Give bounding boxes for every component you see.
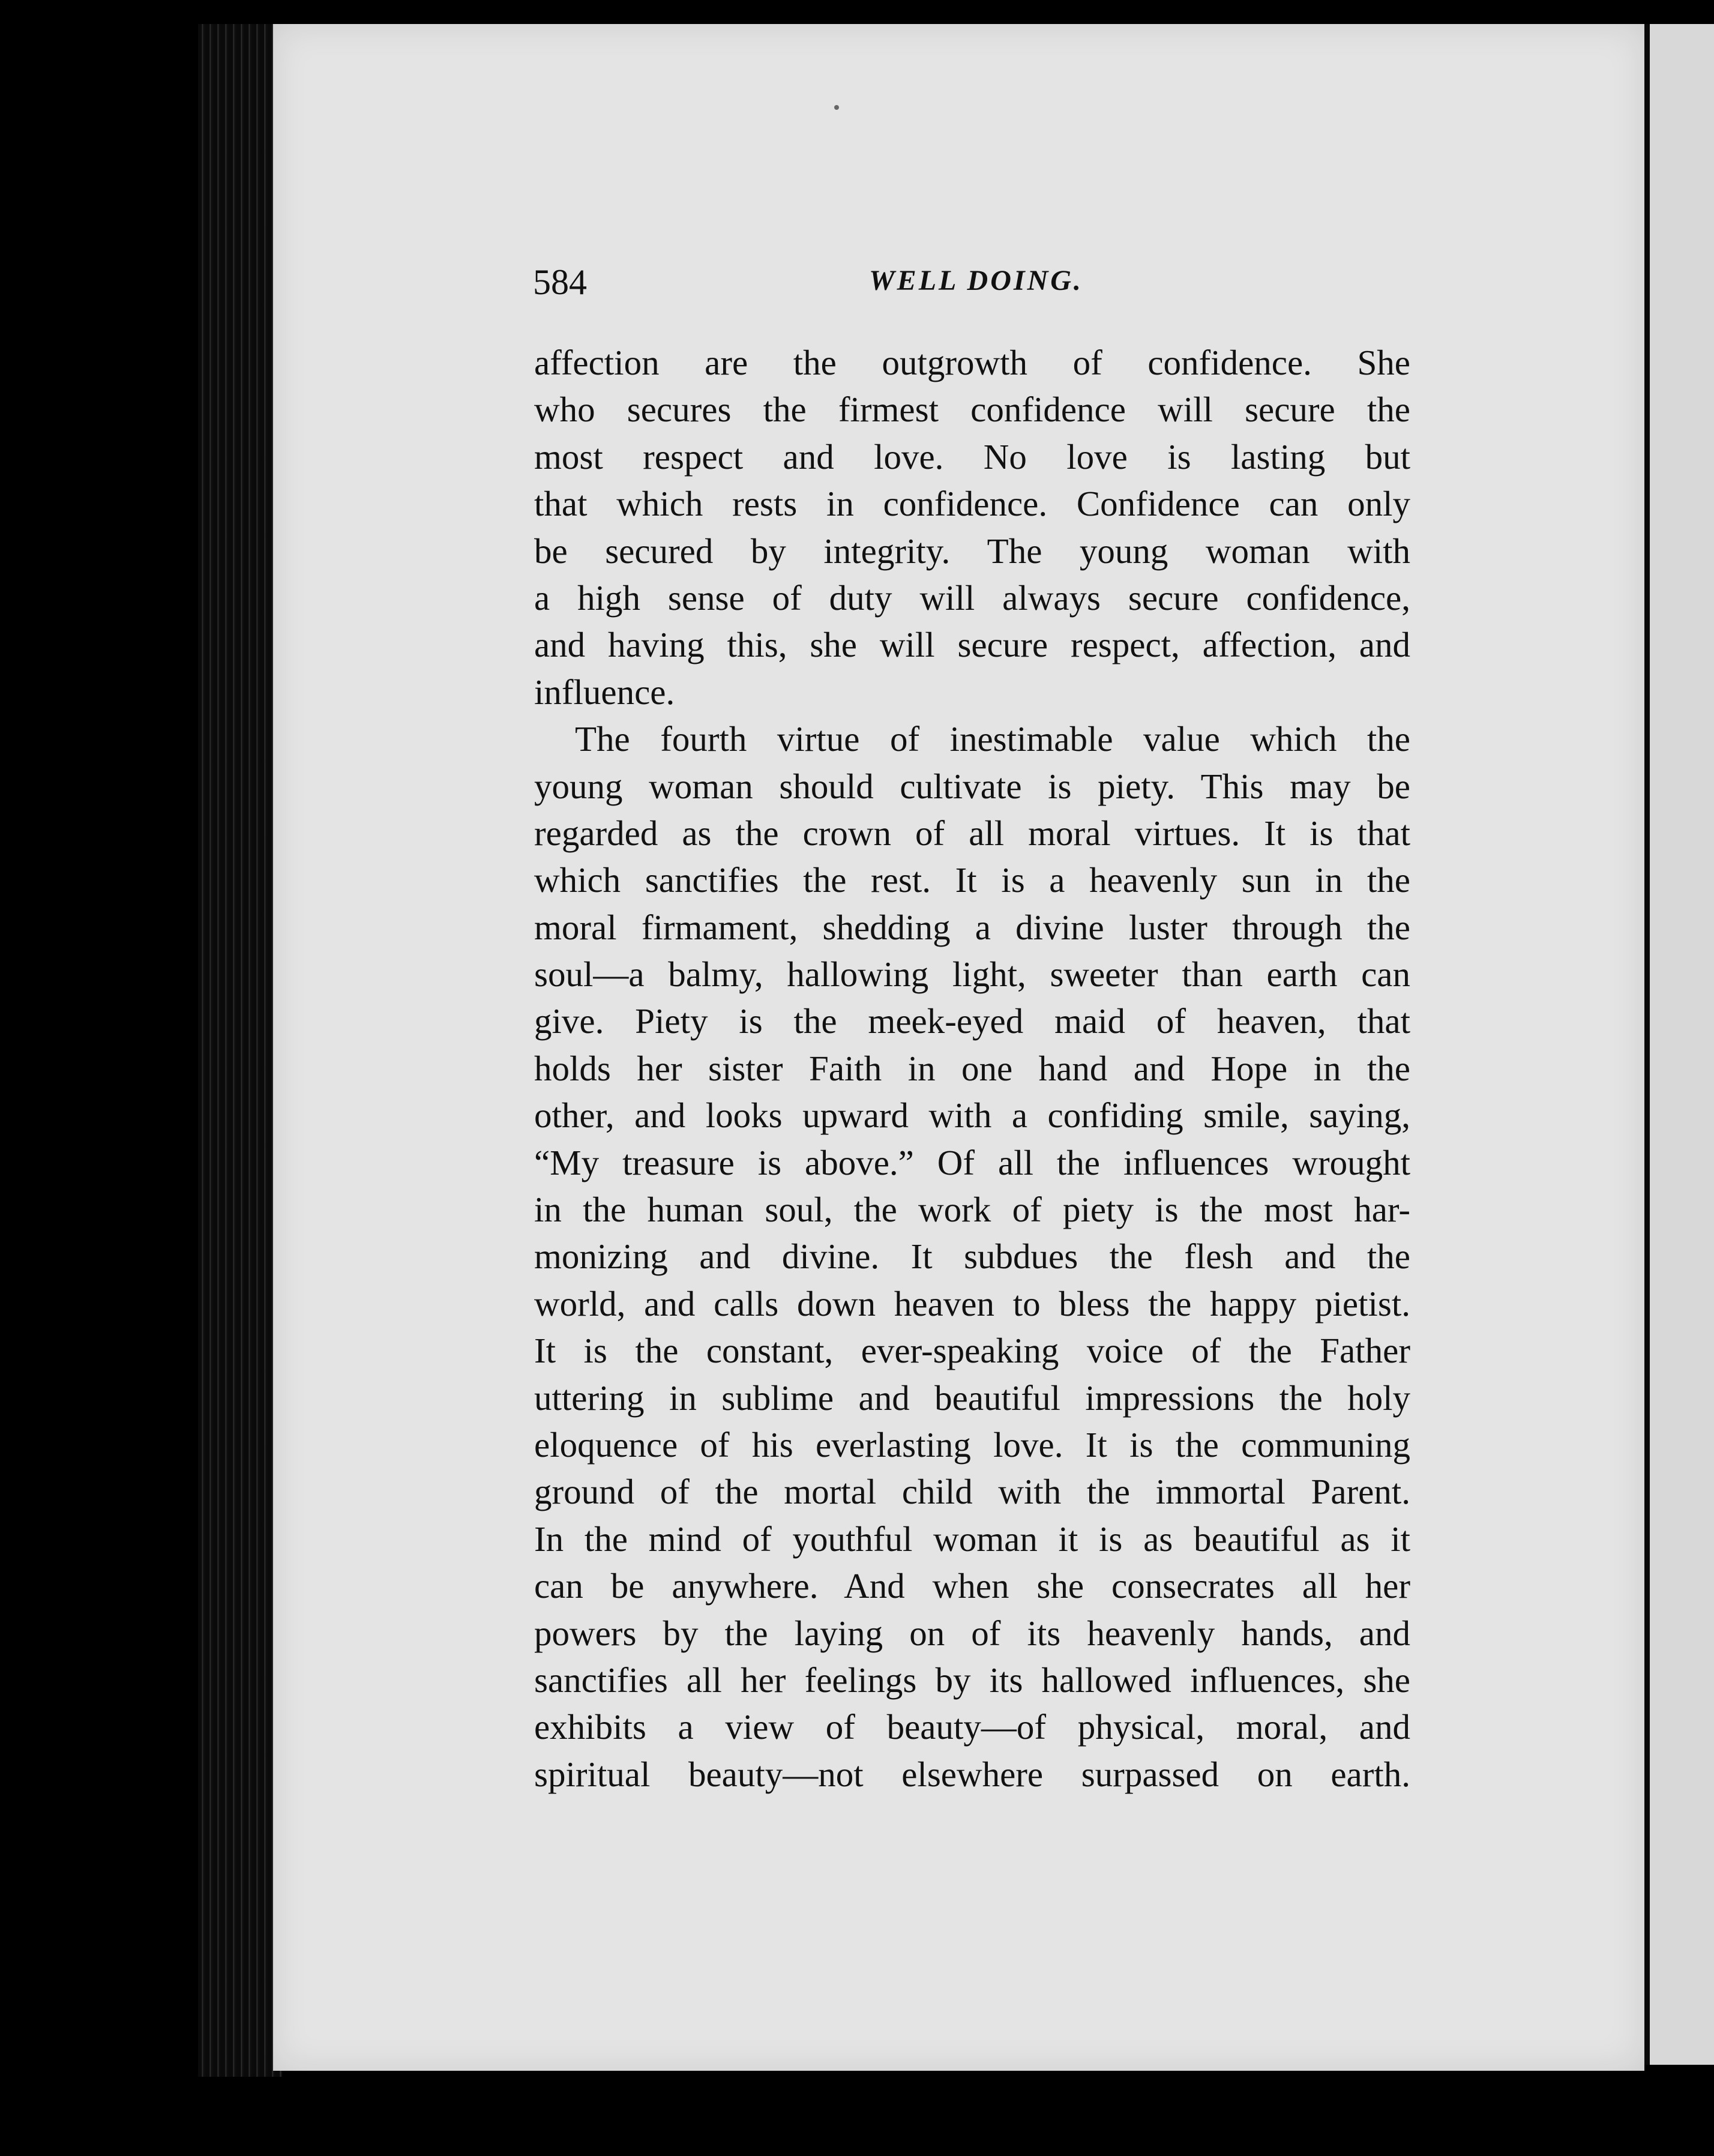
text-line: holds her sister Faith in one hand and Hope in the <box>534 1048 1410 1088</box>
text-line: world, and calls down heaven to bless the happy pietist. <box>534 1283 1410 1323</box>
running-head <box>533 262 1409 304</box>
text-line: ground of the mortal child with the immortal Parent. <box>534 1472 1410 1512</box>
text-line: other, and looks upward with a confiding smile, saying, <box>534 1095 1410 1136</box>
book-spine-edge <box>198 24 282 2077</box>
text-line: most respect and love. No love is lasting but <box>534 436 1410 477</box>
text-line: can be anywhere. And when she consecrates all her <box>534 1566 1410 1606</box>
text-line: sanctifies all her feelings by its hallowed influences, she <box>534 1660 1410 1700</box>
speck <box>834 105 839 110</box>
text-line: “My treasure is above.” Of all the influences wrought <box>534 1142 1410 1182</box>
text-line: and having this, she will secure respect, affection, and <box>534 625 1410 665</box>
text-line: monizing and divine. It subdues the flesh and the <box>534 1236 1410 1277</box>
text-line: uttering in sublime and beautiful impressions the holy <box>534 1378 1410 1418</box>
text-line: who secures the firmest confidence will secure the <box>534 390 1410 430</box>
text-line: young woman should cultivate is piety. This may be <box>534 766 1410 806</box>
text-line: give. Piety is the meek-eyed maid of heaven, that <box>534 1001 1410 1041</box>
page-number: 584 <box>533 262 587 302</box>
text-line: eloquence of his everlasting love. It is the communing <box>534 1424 1410 1465</box>
text-line: affection are the outgrowth of confidence. She <box>534 343 1410 382</box>
text-line: that which rests in confidence. Confidence can only <box>534 484 1410 524</box>
text-line: in the human soul, the work of piety is the most har- <box>534 1190 1410 1230</box>
text-line: In the mind of youthful woman it is as beautiful as it <box>534 1519 1410 1559</box>
text-line: The fourth virtue of inestimable value which the <box>575 719 1410 759</box>
body-text <box>534 339 1410 1798</box>
text-line: regarded as the crown of all moral virtues. It is that <box>534 813 1410 853</box>
text-line: a high sense of duty will always secure confidence, <box>534 577 1410 618</box>
facing-page-edge <box>1641 24 1714 2065</box>
text-line: which sanctifies the rest. It is a heavenly sun in the <box>534 860 1410 900</box>
text-line: exhibits a view of beauty—of physical, moral, and <box>534 1707 1410 1747</box>
text-line: moral firmament, shedding a divine luster through the <box>534 907 1410 947</box>
text-line: It is the constant, ever-speaking voice of the Father <box>534 1331 1410 1371</box>
text-line: powers by the laying on of its heavenly hands, and <box>534 1613 1410 1653</box>
running-head-title: WELL DOING. <box>869 265 1083 297</box>
text-line: soul—a balmy, hallowing light, sweeter than earth can <box>534 954 1410 995</box>
text-line: spiritual beauty—not elsewhere surpassed on earth. <box>534 1754 1410 1794</box>
text-line: be secured by integrity. The young woman with <box>534 531 1410 571</box>
text-line: influence. <box>534 672 675 712</box>
